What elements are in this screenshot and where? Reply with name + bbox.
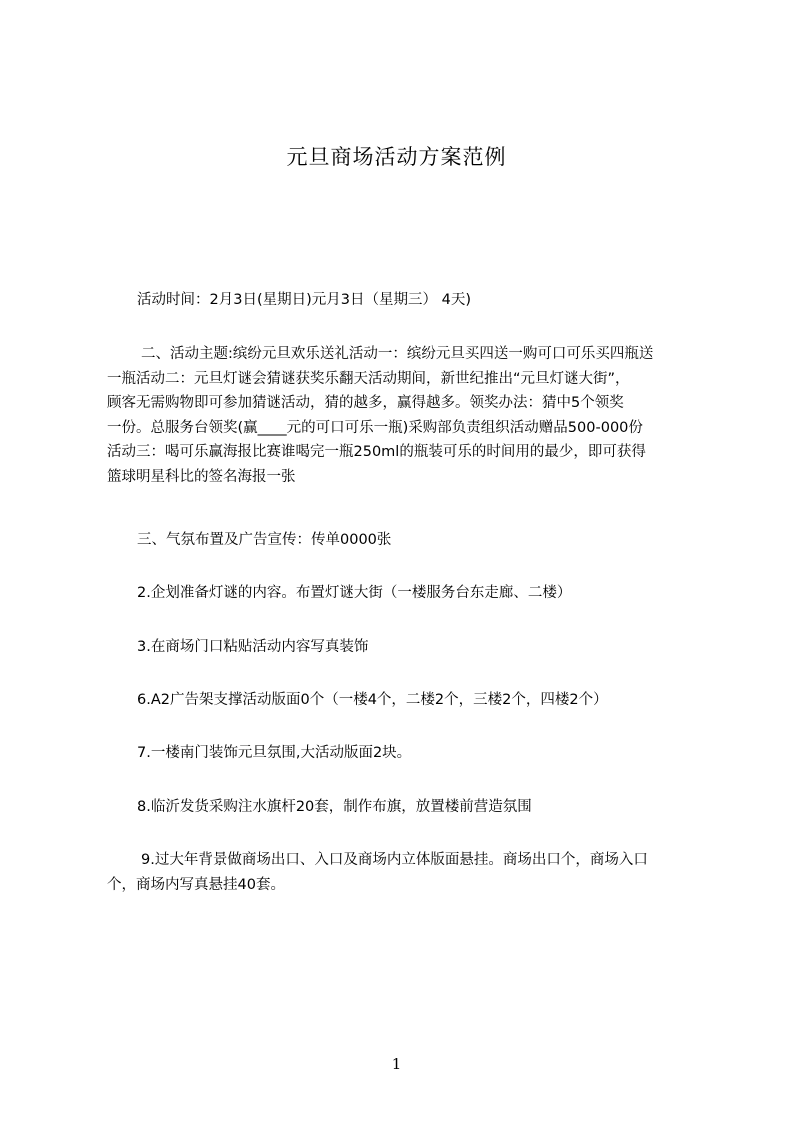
paragraph-item-7 xyxy=(137,741,411,766)
paragraph-line: 2.企划准备灯谜的内容。布置灯谜大街（一楼服务台东走廊、二楼） xyxy=(137,585,572,601)
paragraph-line: 一瓶活动二：元旦灯谜会猜谜获奖乐翻天活动期间，新世纪推出“元旦灯谜大街”， xyxy=(107,370,630,387)
paragraph-line: 3.在商场门口粘贴活动内容写真装饰 xyxy=(137,639,369,655)
paragraph-line: 二、活动主题:缤纷元旦欢乐送礼活动一：缤纷元旦买四送一购可口可乐买四瓶送 xyxy=(141,346,654,362)
paragraph-line: 活动时间：2月3日(星期日)元月3日（星期三） 4天) xyxy=(137,292,471,308)
paragraph-item-9 xyxy=(107,848,648,897)
paragraph-line: 9.过大年背景做商场出口、入口及商场内立体版面悬挂。商场出口个，商场入口 xyxy=(141,852,648,868)
paragraph-line: 三、气氛布置及广告宣传：传单0000张 xyxy=(137,532,392,548)
paragraph-line: 一份。总服务台领奖(赢____元的可口可乐一瓶)采购部负责组织活动赠品500-000份 xyxy=(107,419,643,436)
paragraph-item-8 xyxy=(137,795,532,820)
paragraph-line: 6.A2广告架支撑活动版面0个（一楼4个，二楼2个，三楼2个，四楼2个） xyxy=(137,692,608,708)
paragraph-activity-time xyxy=(137,288,471,313)
paragraph-line: 活动三：喝可乐赢海报比赛谁喝完一瓶250ml的瓶装可乐的时间用的最少，即可获得 xyxy=(107,444,646,460)
paragraph-item-3 xyxy=(137,635,368,660)
paragraph-line: 顾客无需购物即可参加猜谜活动，猜的越多，赢得越多。领奖办法：猜中5个领奖 xyxy=(107,395,624,411)
paragraph-line: 个，商场内写真悬挂40套。 xyxy=(107,876,285,893)
paragraph-activity-theme xyxy=(107,342,653,489)
document-title: 元旦商场活动方案范例 xyxy=(286,145,507,169)
paragraph-item-2 xyxy=(137,581,571,606)
paragraph-atmosphere xyxy=(137,528,391,553)
page-number: 1 xyxy=(391,1055,402,1073)
paragraph-line: 7.一楼南门装饰元旦氛围,大活动版面2块。 xyxy=(137,745,412,761)
paragraph-line: 8.临沂发货采购注水旗杆20套，制作布旗，放置楼前营造氛围 xyxy=(137,799,532,815)
paragraph-item-6 xyxy=(137,688,608,713)
paragraph-line: 篮球明星科比的签名海报一张 xyxy=(107,468,296,485)
